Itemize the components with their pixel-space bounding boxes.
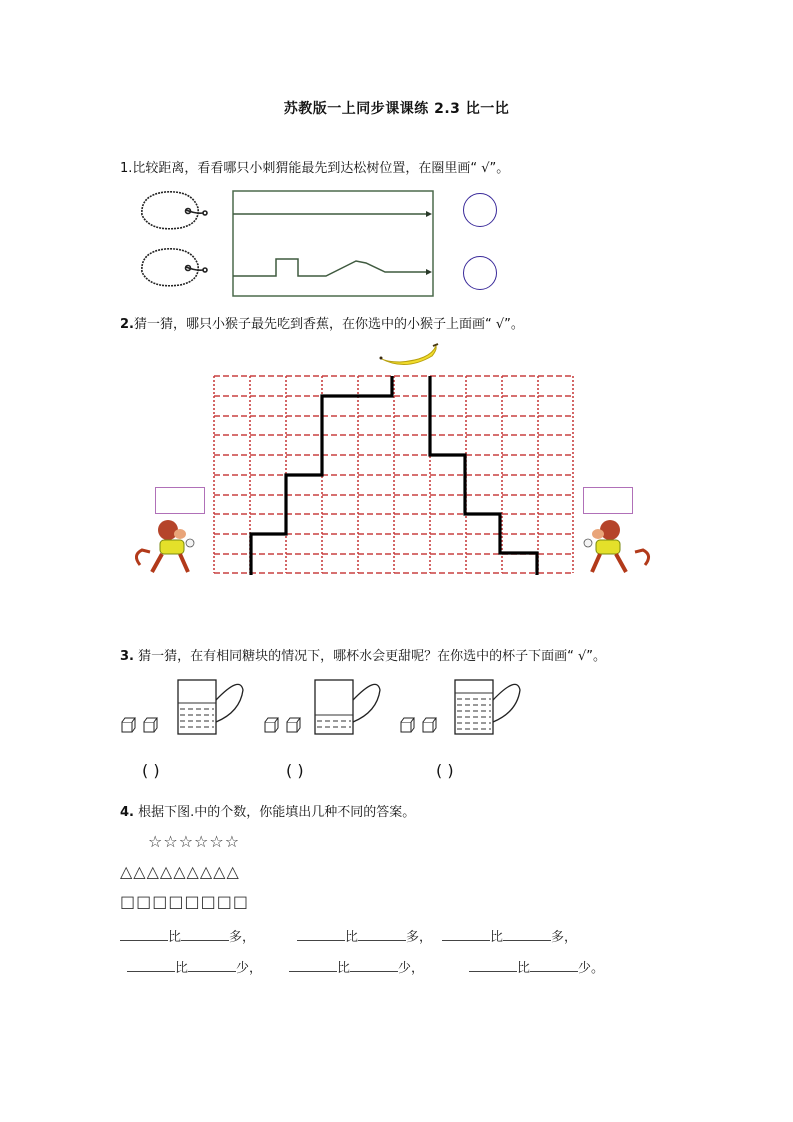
blank-input[interactable] xyxy=(503,928,551,941)
water xyxy=(455,693,493,729)
blank-input[interactable] xyxy=(469,959,517,972)
blank-input[interactable] xyxy=(188,959,236,972)
cup-3-answer-parens[interactable]: ( ) xyxy=(436,761,454,780)
cup-icon xyxy=(178,680,243,734)
question-text: 根据下图.中的个数，你能填出几种不同的答案。 xyxy=(138,805,416,820)
compare-more-2: 比 多， xyxy=(297,926,432,945)
question-4-prompt xyxy=(120,801,415,820)
sugar-cube-icon xyxy=(122,718,157,732)
compare-more-1: 比 多， xyxy=(120,926,255,945)
question-text: 猜一猜，在有相同糖块的情况下，哪杯水会更甜呢？在你选中的杯子下面画“ √”。 xyxy=(138,649,607,664)
question-number: 1. xyxy=(120,161,133,176)
question-number: 2. xyxy=(120,317,134,332)
compare-less-1: 比 少， xyxy=(127,957,262,976)
compare-more-3: 比 多， xyxy=(442,926,577,945)
cup-icon xyxy=(455,680,520,734)
blank-input[interactable] xyxy=(350,959,398,972)
stars-row: ☆☆☆☆☆☆ xyxy=(148,832,241,851)
water xyxy=(178,703,216,727)
water xyxy=(315,715,353,727)
question-text: 猜一猜，哪只小猴子最先吃到香蕉，在你选中的小猴子上面画“ √”。 xyxy=(133,317,524,332)
question-text: 比较距离，看看哪只小刺猬能最先到达松树位置，在圈里画“ √”。 xyxy=(132,161,510,176)
cup-2-answer-parens[interactable]: ( ) xyxy=(286,761,304,780)
blank-input[interactable] xyxy=(120,928,168,941)
squares-row: □□□□□□□□ xyxy=(120,892,249,911)
compare-less-3: 比 少。 xyxy=(469,957,604,976)
blank-input[interactable] xyxy=(442,928,490,941)
blank-input[interactable] xyxy=(297,928,345,941)
blank-input[interactable] xyxy=(358,928,406,941)
blank-input[interactable] xyxy=(181,928,229,941)
question-number: 3. xyxy=(120,649,134,664)
blank-input[interactable] xyxy=(289,959,337,972)
triangles-row: △△△△△△△△△ xyxy=(120,862,240,881)
sugar-cube-icon xyxy=(265,718,300,732)
cup-1-answer-parens[interactable]: ( ) xyxy=(142,761,160,780)
question-number: 4. xyxy=(120,805,134,820)
compare-less-2: 比 少， xyxy=(289,957,424,976)
page-title: 苏教版一上同步课课练 2.3 比一比 xyxy=(283,101,510,117)
blank-input[interactable] xyxy=(127,959,175,972)
sugar-cube-icon xyxy=(401,718,436,732)
blank-input[interactable] xyxy=(530,959,578,972)
cup-icon xyxy=(315,680,380,734)
